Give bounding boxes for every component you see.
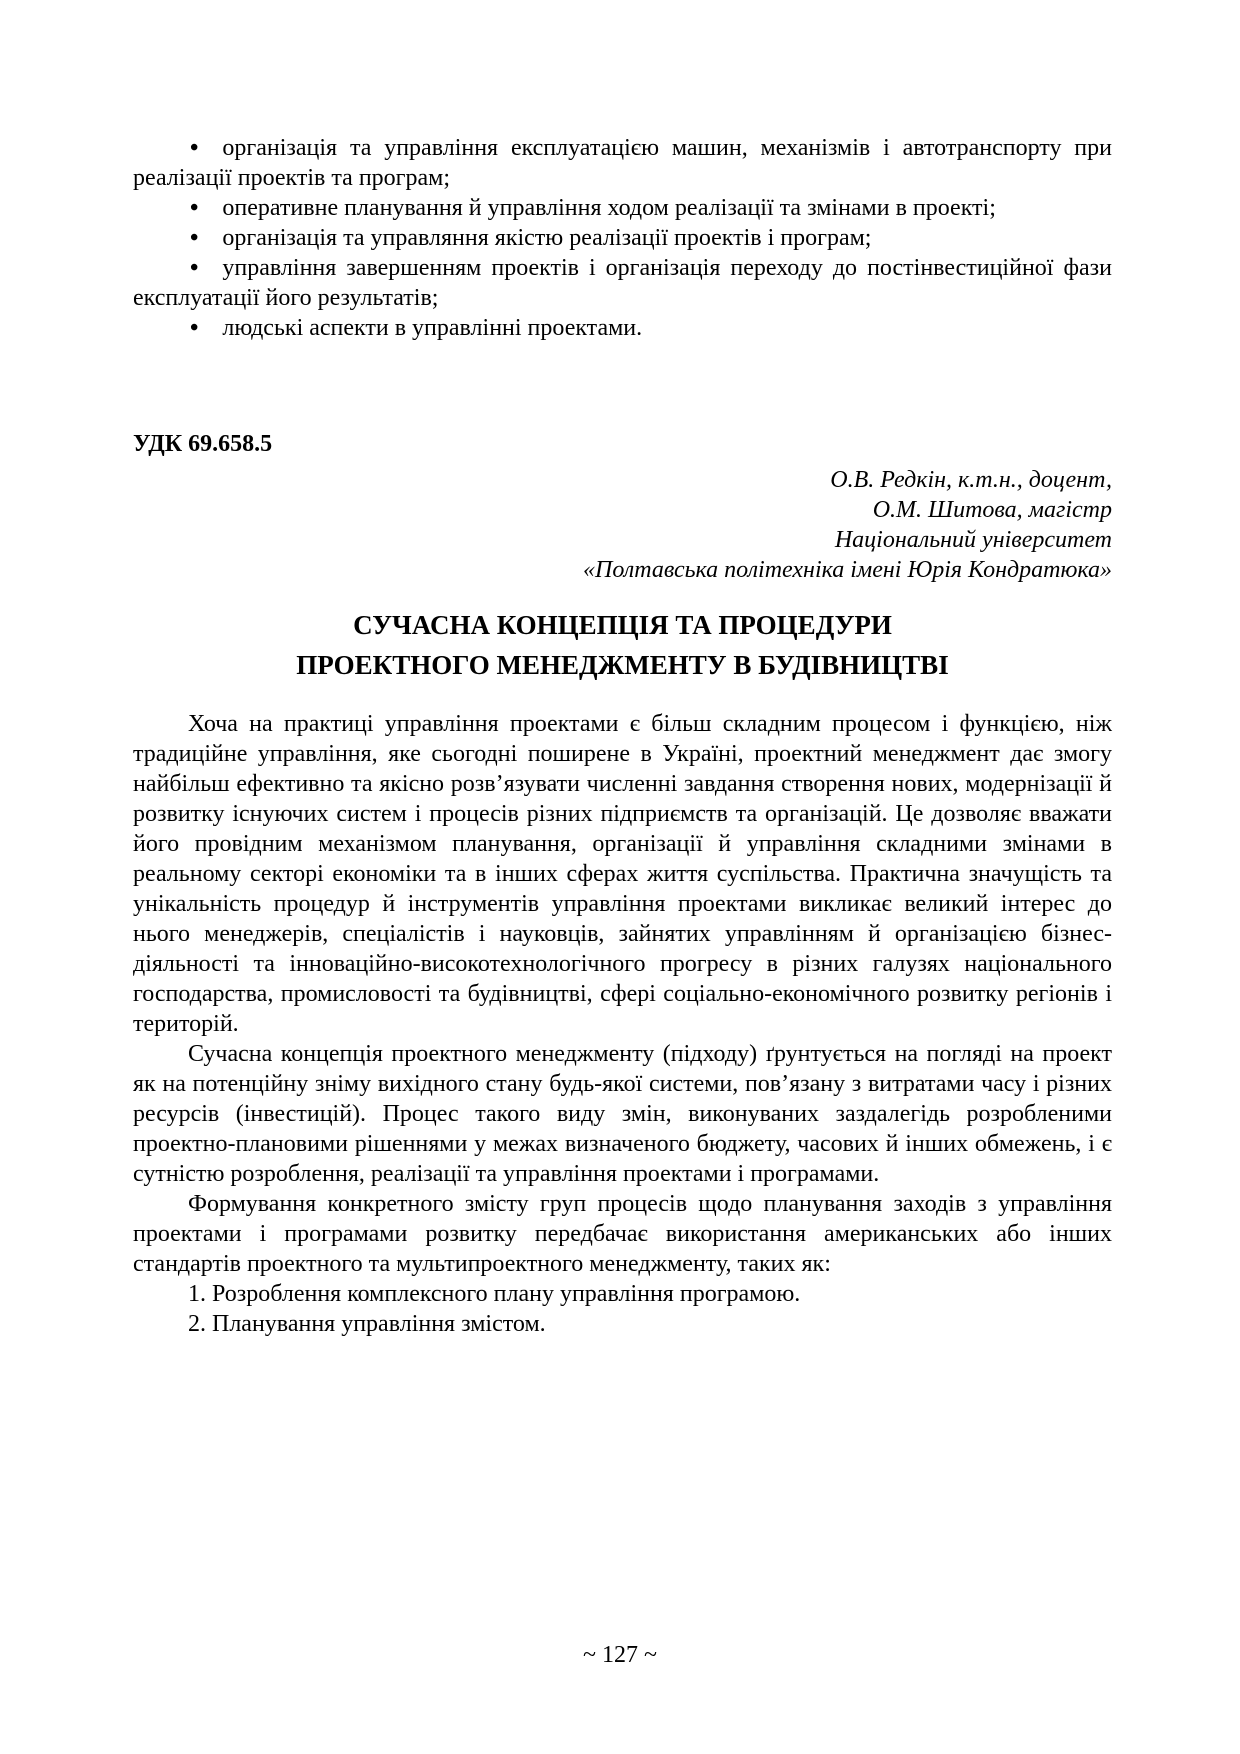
page-number: ~ 127 ~ (583, 1642, 657, 1668)
affiliation-line: «Полтавська політехніка імені Юрія Кондратюка» (583, 557, 1112, 583)
list-item (133, 133, 1112, 193)
body-paragraph: Хоча на практиці управління проектами є більш складним процесом і функцією, ніж традиційне управління, яке сьогодні поширене в Україні, проектний менеджмент дає змогу найбільш ефективно та якісно розв’язувати численні завдання створення нових, модернізації й розвитку існуючих систем і процесів різних підприємств та організацій. Це дозволяє вважати його провідним механізмом планування, організації й управління складними змінами в реальному секторі економіки та в інших сферах життя суспільства. Практична значущість та унікальність процедур й інструментів управління проектами викликає великий інтерес до нього менеджерів, спеціалістів і науковців, зайнятих управлінням й організацією бізнес-діяльності та інноваційно-високотехнологічного прогресу в різних галузях національного господарства, промисловості та будівництві, сфері соціально-економічного розвитку регіонів і територій. (133, 711, 1112, 1037)
bullet-text: управління завершенням проектів і організація переходу до постінвестиційної фази експлуатації його результатів; (133, 255, 1112, 311)
body-paragraph: Сучасна концепція проектного менеджменту (підходу) ґрунтується на погляді на проект як на потенційну зніму вихідного стану будь-якої системи, пов’язану з витратами часу і різних ресурсів (інвестицій). Процес такого виду змін, виконуваних заздалегідь розробленими проектно-плановими рішеннями у межах визначеного бюджету, часових й інших обмежень, і є сутністю розроблення, реалізації та управління проектами і програмами. (133, 1041, 1112, 1187)
numbered-item: 1. Розроблення комплексного плану управління програмою. (188, 1281, 801, 1307)
author-line: О.М. Шитова, магістр (872, 497, 1112, 523)
article-title (133, 605, 1112, 685)
body-paragraph: Формування конкретного змісту груп процесів щодо планування заходів з управління проектами і програмами розвитку передбачає використання американських або інших стандартів проектного та мультипроектного менеджменту, таких як: (133, 1191, 1112, 1277)
list-item (133, 313, 1112, 343)
bullet-icon: • (190, 315, 199, 341)
bullet-text: людські аспекти в управлінні проектами. (222, 315, 643, 341)
bullet-text: оперативне планування й управління ходом реалізації та змінами в проекті; (222, 195, 996, 221)
list-item (133, 223, 1112, 253)
bullet-icon: • (190, 195, 199, 221)
list-item (133, 253, 1112, 313)
author-line: О.В. Редкін, к.т.н., доцент, (830, 467, 1112, 493)
bullet-list (133, 133, 1112, 343)
article-title-line: СУЧАСНА КОНЦЕПЦІЯ ТА ПРОЦЕДУРИ (353, 610, 892, 640)
authors-block (133, 465, 1112, 585)
bullet-icon: • (190, 225, 199, 251)
bullet-text: організація та управління експлуатацією машин, механізмів і автотранспорту при реалізації проектів та програм; (133, 135, 1112, 191)
list-item (133, 193, 1112, 223)
numbered-item: 2. Планування управління змістом. (188, 1311, 546, 1337)
bullet-icon: • (190, 255, 199, 281)
affiliation-line: Національний університет (834, 527, 1112, 553)
bullet-icon: • (190, 135, 199, 161)
bullet-text: організація та управляння якістю реалізації проектів і програм; (222, 225, 872, 251)
article-title-line: ПРОЕКТНОГО МЕНЕДЖМЕНТУ В БУДІВНИЦТВІ (296, 650, 949, 680)
udc-code: УДК 69.658.5 (133, 431, 273, 457)
